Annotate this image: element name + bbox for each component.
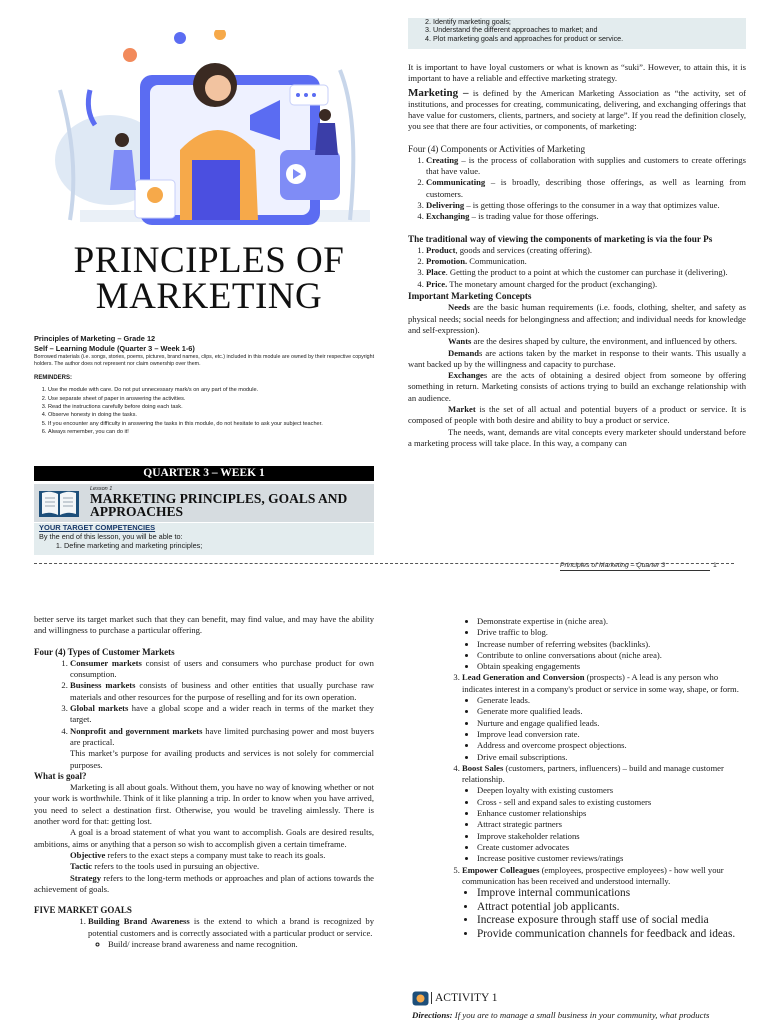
goal-term: Lead Generation and Conversion xyxy=(462,672,585,683)
goal-term: Boost Sales xyxy=(462,762,504,773)
activity-section xyxy=(412,989,748,1021)
reminder-item: 4. Observe honesty in doing the tasks. xyxy=(48,411,379,419)
tactic-text: refers to the tools used in pursuing an objective. xyxy=(92,861,260,872)
paragraph-suki: It is important to have loyal customers or what is known as “suki”. However, to attain this, it is important to have a reliable and effective marketing strategy. xyxy=(408,62,746,84)
right-column-page2 xyxy=(432,616,747,942)
goal-bullet: • Attract strategic partners xyxy=(477,819,747,830)
four-p-term: Place xyxy=(426,267,446,278)
marketing-definition-text: is defined by the American Marketing Association as “the activity, set of institutions, and processes for creating, communicating, delivering, and exchanging offerings that have value for customers, clients, partners, and society at large”. If you read the definition closely, you see that there are four activities, or components, of marketing: xyxy=(408,87,746,132)
four-p-text: Communication. xyxy=(467,256,527,267)
left-column-page2 xyxy=(34,614,374,950)
markets-heading: Four (4) Types of Customer Markets xyxy=(34,646,175,657)
activity-directions xyxy=(412,1010,748,1021)
term-demands: Demand xyxy=(448,347,480,358)
concepts-heading: Important Marketing Concepts xyxy=(408,291,532,302)
component-text: – is broadly, describing those offerings, as well as learning from customers. xyxy=(426,177,746,199)
goal-bullet: • Attract potential job applicants. xyxy=(477,901,747,915)
subject-line: Principles of Marketing – Grade 12 xyxy=(34,334,156,343)
copyright-note: Borrowed materials (i.e. songs, stories, poems, pictures, brand names, clips, etc.) included in this module are owned by their respective copyright holders. The author does not represent nor claim ownership over them. xyxy=(34,354,375,367)
term-needs: Needs xyxy=(448,302,470,313)
goal-bullet: • Provide communication channels for feedback and ideas. xyxy=(477,928,747,942)
paragraph-needs xyxy=(408,302,746,336)
competencies-intro: By the end of this lesson, you will be able to: xyxy=(39,532,183,541)
footer-rule xyxy=(560,570,710,571)
goal-item xyxy=(88,916,374,950)
goals-list-cont xyxy=(432,672,747,941)
term-market: Market xyxy=(448,404,476,415)
goal-bullet: • Address and overcome prospect objections. xyxy=(477,740,747,751)
reminders-list xyxy=(34,386,379,436)
paragraph-objective xyxy=(34,850,374,861)
lesson-label: Lesson 1 xyxy=(90,486,113,492)
competencies-box xyxy=(34,523,374,555)
goal-term: Building Brand Awareness xyxy=(88,916,190,927)
term-objective: Objective xyxy=(70,849,106,860)
competencies-continued xyxy=(408,18,746,49)
components-heading: Four (4) Components or Activities of Marketing xyxy=(408,143,586,154)
module-line: Self – Learning Module (Quarter 3 – Week 1-6) xyxy=(34,344,195,353)
paragraph-strategy xyxy=(34,873,374,896)
component-item xyxy=(426,200,746,211)
goal2-bullets xyxy=(432,616,747,672)
goal-bullet: • Cross - sell and expand sales to existing customers xyxy=(477,797,747,808)
goal-text: (prospects) - A lead is any person who indicates interest in a company's product or service in some way, shape, or form. xyxy=(462,672,739,694)
open-book-icon xyxy=(38,487,80,519)
paragraph-goal: Marketing is all about goals. Without them, you have no way of knowing whether or not your work is worthwhile. Think of it like planning a trip. In order to know when you have arrived, you need to select a destination first. Otherwise, you would be traveling aimlessly. There is another word for that: getting lost. xyxy=(34,782,374,827)
four-p-item xyxy=(426,279,746,290)
objective-text: refers to the exact steps a company must take to reach its goals. xyxy=(105,849,326,860)
goal-bullet: • Demonstrate expertise in (niche area). xyxy=(477,616,747,627)
markets-list xyxy=(34,658,374,748)
market-term: Business markets xyxy=(70,680,136,691)
activity-icon xyxy=(412,991,429,1006)
competency-item: 1. Define marketing and marketing principles; xyxy=(64,541,369,550)
goal-bullet: • Improve lead conversion rate. xyxy=(477,729,747,740)
market-item xyxy=(70,703,374,726)
paragraph-market xyxy=(408,404,746,427)
strategy-text: refers to the long-term methods or approaches and plan of actions towards the achievement of goals. xyxy=(34,872,374,894)
goal-bullet: ◦ Build/ increase brand awareness and name recognition. xyxy=(108,939,374,950)
market-text: have a global scope and a wider reach in terms of the market they target. xyxy=(70,703,374,725)
competency-item: 4. Plot marketing goals and approaches for product or service. xyxy=(433,35,746,43)
component-item xyxy=(426,177,746,200)
goal-text: (employees, prospective employees) - how well your communication has been received and understood internally. xyxy=(462,864,724,886)
goal-item xyxy=(462,672,747,762)
component-text: – is trading value for those offerings. xyxy=(469,211,599,222)
term-strategy: Strategy xyxy=(70,872,102,883)
goal3-bullets xyxy=(462,695,747,763)
cover-title xyxy=(34,240,384,317)
paragraph-concepts-continued: The needs, want, demands are vital concepts every marketer should understand before a marketing process will take place. In this way, a company can xyxy=(408,426,746,448)
reminder-item: 2. Use separate sheet of paper in answering the activities. xyxy=(48,395,379,403)
term-tactic: Tactic xyxy=(70,861,93,872)
right-column-page1 xyxy=(408,62,746,449)
goal-item xyxy=(462,865,747,942)
market-text: consists of business and other entities that usually purchase raw materials and other resources for the purpose of reselling and for its own operation. xyxy=(70,680,374,702)
goal-bullet: • Deepen loyalty with existing customers xyxy=(477,785,747,796)
component-item xyxy=(426,211,746,222)
paragraph-exchanges xyxy=(408,370,746,404)
goal-bullet: • Increase exposure through staff use of social media xyxy=(477,914,747,928)
goal-bullet: • Increase positive customer reviews/ratings xyxy=(477,853,747,864)
component-term: Creating xyxy=(426,154,459,165)
component-text: – is getting those offerings to the consumer in a way that optimizes value. xyxy=(464,199,720,210)
term-wants: Wants xyxy=(448,336,472,347)
module-meta xyxy=(34,334,379,437)
activity-label: ACTIVITY 1 xyxy=(431,992,498,1004)
wants-text: are the desires shaped by culture, the environment, and influenced by others. xyxy=(471,336,738,347)
goal1-bullets xyxy=(88,939,374,950)
goal-bullet: • Contribute to online conversations about (niche area). xyxy=(477,650,747,661)
page-separator xyxy=(34,563,734,564)
paragraph-tactic xyxy=(34,861,374,872)
market-item xyxy=(70,658,374,681)
component-term: Communicating xyxy=(426,177,486,188)
goal-term: Empower Colleagues xyxy=(462,864,540,875)
goal-item xyxy=(462,763,747,865)
competency-item: 3. Understand the different approaches to market; and xyxy=(433,26,746,34)
needs-text: are the basic human requirements (i.e. foods, clothing, shelter, and safety as physical needs; social needs for belongingness and affection; and individual needs for knowledge and self-expression). xyxy=(408,302,746,335)
five-goals-list xyxy=(34,916,374,950)
market-text: is the set of all actual and potential buyers of a product or service. It is composed of people with both desire and ability to buy a product or service. xyxy=(408,404,746,426)
paragraph-demands xyxy=(408,348,746,371)
lesson-title: MARKETING PRINCIPLES, GOALS AND APPROACHES xyxy=(90,491,348,519)
paragraph-continued: better serve its target market such that they can benefit, may find value, and may have the ability and willingness to purchase a particular offering. xyxy=(34,614,374,636)
goal4-bullets xyxy=(462,785,747,864)
reminders-heading: REMINDERS: xyxy=(34,375,73,382)
goal-bullet: • Generate leads. xyxy=(477,695,747,706)
market-text: consist of users and consumers who purchase product for own consumption. xyxy=(70,657,374,680)
directions-label: Directions: xyxy=(412,1010,453,1020)
goal-bullet: • Drive traffic to blog. xyxy=(477,627,747,638)
reminder-item: 5. If you encounter any difficulty in answering the tasks in this module, do not hesitate to ask your subject teacher. xyxy=(48,420,379,428)
four-p-text: , goods and services (creating offering). xyxy=(455,244,593,255)
term-marketing: Marketing – xyxy=(408,86,469,99)
goal-bullet: • Obtain speaking engagements xyxy=(477,661,747,672)
four-p-item xyxy=(426,267,746,278)
component-text: – is the process of collaboration with supplies and customers to create offerings that have value. xyxy=(426,154,746,177)
four-p-term: Product xyxy=(426,244,456,255)
paragraph-goal-definition: A goal is a broad statement of what you want to accomplish. Goals are desired results, ambitions, aims or anything that a person so wish to accomplish given a certain timeframe. xyxy=(34,827,374,849)
goal-text: (customers, partners, influencers) – build and manage customer relationship. xyxy=(462,762,724,785)
footer-text: Principles of Marketing – Quarter 3 xyxy=(560,562,666,569)
four-ps-heading: The traditional way of viewing the components of marketing is via the four Ps xyxy=(408,233,713,244)
goal-heading: What is goal? xyxy=(34,770,87,781)
goal-bullet: • Drive email subscriptions. xyxy=(477,752,747,763)
goal-bullet: • Enhance customer relationships xyxy=(477,808,747,819)
page-number: 1 xyxy=(713,562,717,569)
market-term: Consumer markets xyxy=(70,657,142,668)
market-term: Nonprofit and government markets xyxy=(70,725,203,736)
goal-bullet: • Nurture and engage qualified leads. xyxy=(477,718,747,729)
market-term: Global markets xyxy=(70,703,129,714)
goal-bullet: • Increase number of referring websites (backlinks). xyxy=(477,639,747,650)
goal-bullet: • Generate more qualified leads. xyxy=(477,706,747,717)
four-ps-list xyxy=(408,245,746,290)
competency-item: 2. Identify marketing goals; xyxy=(433,18,746,26)
cover-title-line1: PRINCIPLES OF xyxy=(73,240,345,281)
nonprofit-note: This market’s purpose for availing products and services is not solely for commercial purposes. xyxy=(70,748,374,770)
goal-bullet: • Create customer advocates xyxy=(477,842,747,853)
paragraph-wants xyxy=(408,336,746,347)
component-item xyxy=(426,155,746,178)
reminder-item: 3. Read the instructions carefully before doing each task. xyxy=(48,403,379,411)
quarter-week-bar: QUARTER 3 – WEEK 1 xyxy=(34,466,374,481)
competencies-heading: YOUR TARGET COMPETENCIES xyxy=(39,523,156,532)
competencies-list-cont xyxy=(423,18,746,43)
directions-text: If you are to manage a small business in your community, what products xyxy=(452,1010,710,1020)
four-p-text: . Getting the product to a point at which the customer can purchase it (delivering). xyxy=(445,267,728,278)
lesson-header xyxy=(34,484,374,522)
market-text: have limited purchasing power and most buyers are practical. xyxy=(70,725,375,747)
component-term: Exchanging xyxy=(426,211,470,222)
term-exchanges: Exchange xyxy=(448,370,484,381)
cover-title-line2: MARKETING xyxy=(95,276,323,317)
marketing-illustration xyxy=(40,30,380,240)
reminder-item: 6. Always remember, you can do it! xyxy=(48,428,379,436)
exchanges-text: s are the acts of obtaining a desired object from someone by offering something in return. Marketing consists of actions trying to build an exchange relationship with an audience. xyxy=(408,370,746,403)
goal-bullet: • Improve stakeholder relations xyxy=(477,831,747,842)
demands-text: s are actions taken by the market in response to their wants. This usually a want backed up by the willingness and capacity to purchase. xyxy=(408,347,746,369)
four-p-term: Price. xyxy=(426,278,448,289)
paragraph-marketing-definition xyxy=(408,88,746,133)
four-p-item xyxy=(426,245,746,256)
five-goals-heading: FIVE MARKET GOALS xyxy=(34,905,132,916)
competencies-list xyxy=(39,541,369,550)
goal-text: is the extend to which a brand is recognized by potential customers and is correctly associated with a particular product or service. xyxy=(88,916,374,938)
component-term: Delivering xyxy=(426,199,465,210)
market-item xyxy=(70,726,374,749)
four-p-text: The monetary amount charged for the product (exchanging). xyxy=(447,278,658,289)
four-p-item xyxy=(426,256,746,267)
goal5-bullets xyxy=(462,887,747,941)
components-list xyxy=(408,155,746,223)
goal-bullet: • Improve internal communications xyxy=(477,887,747,901)
market-item xyxy=(70,680,374,703)
four-p-term: Promotion. xyxy=(426,256,468,267)
reminder-item: 1. Use the module with care. Do not put unnecessary mark/s on any part of the module. xyxy=(48,386,379,394)
